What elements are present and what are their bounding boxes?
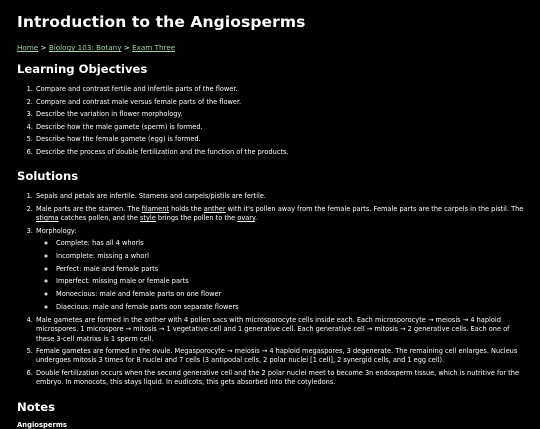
objective-item: 3. Describe the variation in flower morphology.	[35, 110, 524, 119]
solution-item: 5. Female gametes are formed in the ovule. Megasporocyte → meiosis → 4 haploid megaspores, 3 degenerate. The remaining cell enlarges. Nucleus undergoes mitosis 3 times for 8 nuclei and 7 cells (3 antipodal cells, 2 polar nuclei [1 cell], 2 synergid cells, and 1 egg cell).	[35, 347, 524, 366]
morphology-item: ◦ Incomplete: missing a whorl	[56, 252, 524, 261]
breadcrumb	[17, 43, 524, 52]
objective-item: 2. Compare and contrast male versus female parts of the flower.	[35, 98, 524, 107]
morphology-item: ◦ Imperfect: missing male or female parts	[56, 277, 524, 286]
solutions-heading: Solutions	[17, 169, 79, 184]
objective-item: 4. Describe how the male gamete (sperm) is formed.	[35, 123, 524, 132]
solution-text: catches pollen, and the	[58, 214, 140, 223]
breadcrumb-course-link[interactable]: Biology 103: Botany	[48, 43, 122, 52]
objective-item: 5. Describe how the female gamete (egg) is formed.	[35, 135, 524, 144]
stigma-link[interactable]: stigma	[36, 214, 59, 223]
notes-subheading: Angiosperms	[17, 420, 67, 429]
solution-text: Male parts are the stamen. The	[36, 204, 142, 213]
page-title: Introduction to the Angiosperms	[17, 13, 306, 31]
breadcrumb-separator: >	[40, 43, 47, 52]
morphology-label: Morphology:	[36, 226, 77, 235]
solution-item: 1. Sepals and petals are infertile. Stamens and carpels/pistils are fertile.	[35, 192, 524, 201]
solution-item	[35, 205, 524, 224]
solutions-list	[17, 192, 524, 387]
objectives-heading: Learning Objectives	[17, 62, 148, 76]
ovary-link[interactable]: ovary	[237, 214, 255, 223]
solution-text: with it's pollen away from the female parts. Female parts are the carpels in the pistil. The	[225, 204, 524, 213]
solution-text: .	[254, 214, 258, 223]
objectives-list	[17, 85, 524, 157]
breadcrumb-exam-link[interactable]: Exam Three	[132, 43, 176, 52]
morphology-item: ◦ Perfect: male and female parts	[56, 265, 524, 274]
notes-heading: Notes	[17, 399, 55, 414]
solution-item: 6. Double fertilization occurs when the second generative cell and the 2 polar nuclei meet to become 3n endosperm tissue, which is nutritive for the embryo. In monocots, this stays liquid. In eudicots, this gets absorbed into the cotyledons.	[35, 369, 524, 388]
objective-item: 6. Describe the process of double fertilization and the function of the products.	[35, 148, 524, 157]
filament-link[interactable]: filament	[141, 204, 169, 213]
morphology-item: ◦ Monoecious: male and female parts on one flower	[56, 290, 524, 299]
solution-text: holds the	[169, 204, 204, 213]
solution-item	[35, 227, 524, 313]
style-link[interactable]: style	[140, 214, 156, 223]
morphology-item: ◦ Diaecious: male and female parts oon separate flowers	[56, 303, 524, 312]
objective-item: 1. Compare and contrast fertile and infertile parts of the flower.	[35, 85, 524, 94]
anther-link[interactable]: anther	[203, 204, 226, 213]
breadcrumb-home-link[interactable]: Home	[17, 43, 39, 52]
morphology-item: ◦ Complete: has all 4 whorls	[56, 239, 524, 248]
solution-text: brings the pollen to the	[155, 214, 238, 223]
solution-item: 4. Male gametes are formed in the anther with 4 pollen sacs with microsporocyte cells inside each. Each microsporocyte → meiosis → 4 haploid microspores. 1 microspore → mitosis → 1 vegetative cell and 1 generative cell. Each generative cell → mitosis → 2 generative cells. Each one of these 3-cell matrixs is 1 sperm cell.	[35, 316, 524, 344]
breadcrumb-separator: >	[123, 43, 130, 52]
morphology-list	[36, 239, 524, 312]
